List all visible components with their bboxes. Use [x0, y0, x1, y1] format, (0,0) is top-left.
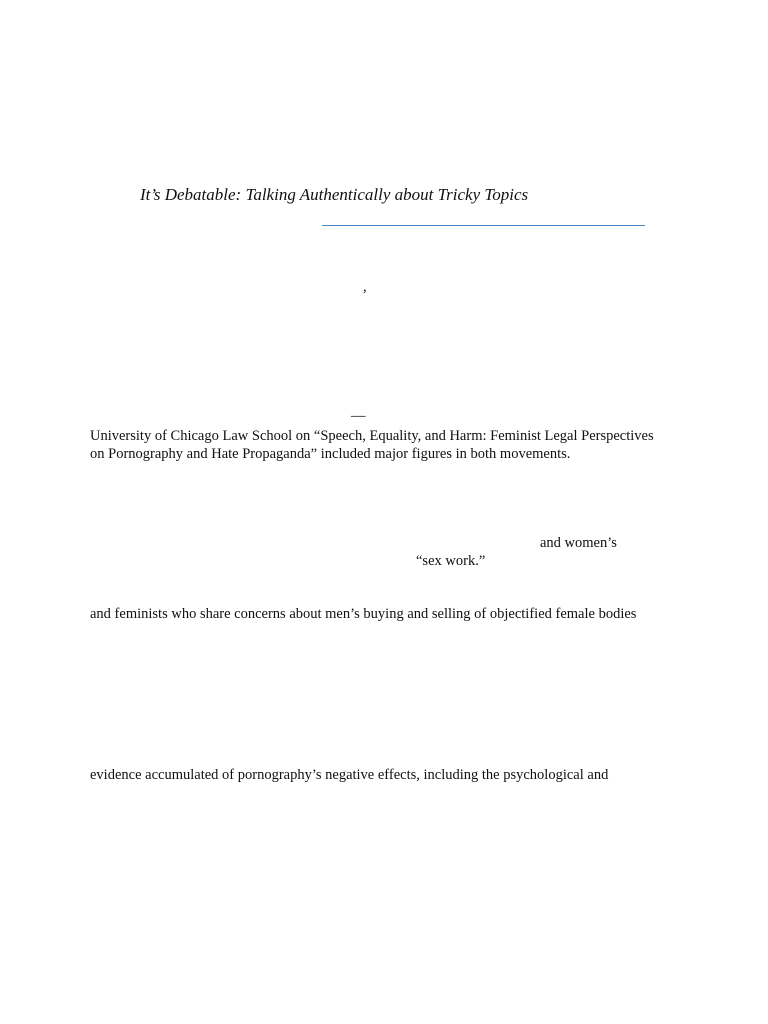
document-title: It’s Debatable: Talking Authentically about Tricky Topics — [140, 185, 529, 204]
text-line: evidence accumulated of pornography’s negative effects, including the psychological and — [90, 767, 609, 783]
text-line: and women’s — [540, 535, 617, 551]
hyperlink-underline[interactable] — [322, 225, 645, 226]
text-line: “sex work.” — [416, 553, 486, 569]
text-fragment-dash: — — [351, 408, 366, 424]
text-line: and feminists who share concerns about men’s buying and selling of objectified female bodies — [90, 606, 637, 622]
text-fragment-comma: , — [363, 279, 367, 295]
text-line: University of Chicago Law School on “Speech, Equality, and Harm: Feminist Legal Perspectives — [90, 428, 654, 444]
text-line: on Pornography and Hate Propaganda” included major figures in both movements. — [90, 446, 571, 462]
